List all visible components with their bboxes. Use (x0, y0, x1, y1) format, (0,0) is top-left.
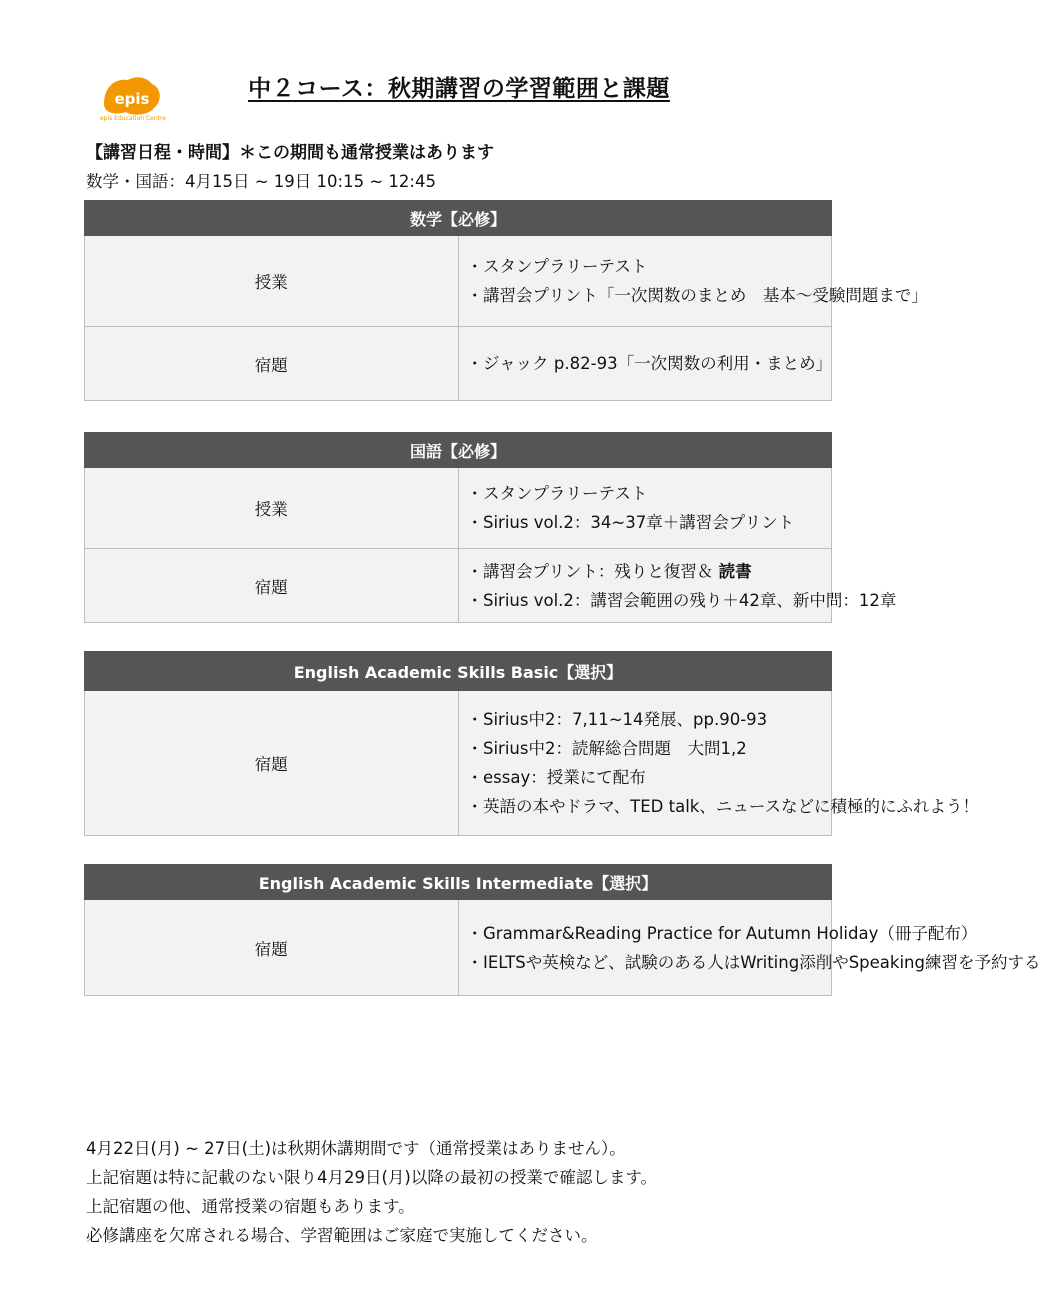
footnote-line: 必修講座を欠席される場合、学習範囲はご家庭で実施してください。 (86, 1226, 598, 1245)
schedule-time: 数学・国語：4月15日 ~ 19日 10:15 ~ 12:45 (86, 172, 436, 191)
page-title (0, 70, 918, 103)
footnote-line: 4月22日(月) ~ 27日(土)は秋期休講期間です（通常授業はありません）。 (86, 1139, 626, 1158)
list-item (467, 557, 832, 586)
list-item: ・英語の本やドラマ、TED talk、ニュースなどに積極的にふれよう！ (466, 797, 980, 816)
category-label: 宿題 (85, 900, 459, 996)
course-header: 国語【必修】 (85, 433, 832, 468)
list-item: ・IELTSや英検など、試験のある人はWriting添削やSpeaking練習を予約する (466, 952, 1040, 972)
footnotes (86, 1134, 657, 1250)
math-course-table (84, 200, 928, 401)
list-item: ・講習会プリント「一次関数のまとめ 基本〜受験問題まで」 (466, 286, 928, 305)
item-list (458, 468, 832, 549)
logo-subtitle: epis Education Centre (99, 115, 167, 122)
list-item: ・Sirius中2：読解総合問題 大問1,2 (466, 739, 747, 758)
item-list (458, 236, 928, 327)
list-item: ・Sirius中2：7,11~14発展、pp.90-93 (466, 710, 768, 729)
list-item: ・Sirius vol.2：講習会範囲の残り＋42章、新中問：12章 (466, 590, 897, 610)
list-item: ・ジャック p.82-93「一次関数の利用・まとめ」 (466, 354, 833, 373)
japanese-course-table (84, 432, 897, 623)
list-item: ・スタンプラリーテスト (466, 257, 648, 276)
footnote-line: 上記宿題の他、通常授業の宿題もあります。 (86, 1197, 415, 1216)
item-list (458, 900, 1040, 996)
course-header: 数学【必修】 (85, 201, 832, 236)
list-item-emphasis: 読書 (718, 561, 752, 581)
english-basic-course-table (84, 651, 980, 836)
category-label: 宿題 (85, 549, 459, 623)
list-item: ・essay：授業にて配布 (466, 768, 646, 787)
list-item: ・スタンプラリーテスト (466, 484, 648, 503)
course-header: English Academic Skills Intermediate【選択】 (85, 865, 832, 900)
list-item: ・Sirius vol.2：34~37章＋講習会プリント (466, 513, 795, 532)
logo-mark: epis (114, 90, 150, 108)
footnote-line: 上記宿題は特に記載のない限り4月29日(月)以降の最初の授業で確認します。 (86, 1168, 658, 1187)
schedule-heading: 【講習日程・時間】＊この期間も通常授業はあります (86, 143, 494, 163)
english-intermediate-course-table (84, 864, 1040, 996)
category-label: 授業 (85, 468, 459, 549)
item-list (458, 327, 832, 401)
category-label: 宿題 (85, 327, 459, 401)
page-title-text: 中２コース：秋期講習の学習範囲と課題 (248, 76, 670, 102)
course-header: English Academic Skills Basic【選択】 (85, 652, 832, 691)
item-list (458, 549, 897, 623)
list-item-text: ・講習会プリント：残りと復習＆ (466, 561, 719, 581)
category-label: 宿題 (85, 691, 459, 836)
item-list (458, 691, 980, 836)
list-item: ・Grammar&Reading Practice for Autumn Holiday（冊子配布） (466, 923, 978, 943)
category-label: 授業 (85, 236, 459, 327)
